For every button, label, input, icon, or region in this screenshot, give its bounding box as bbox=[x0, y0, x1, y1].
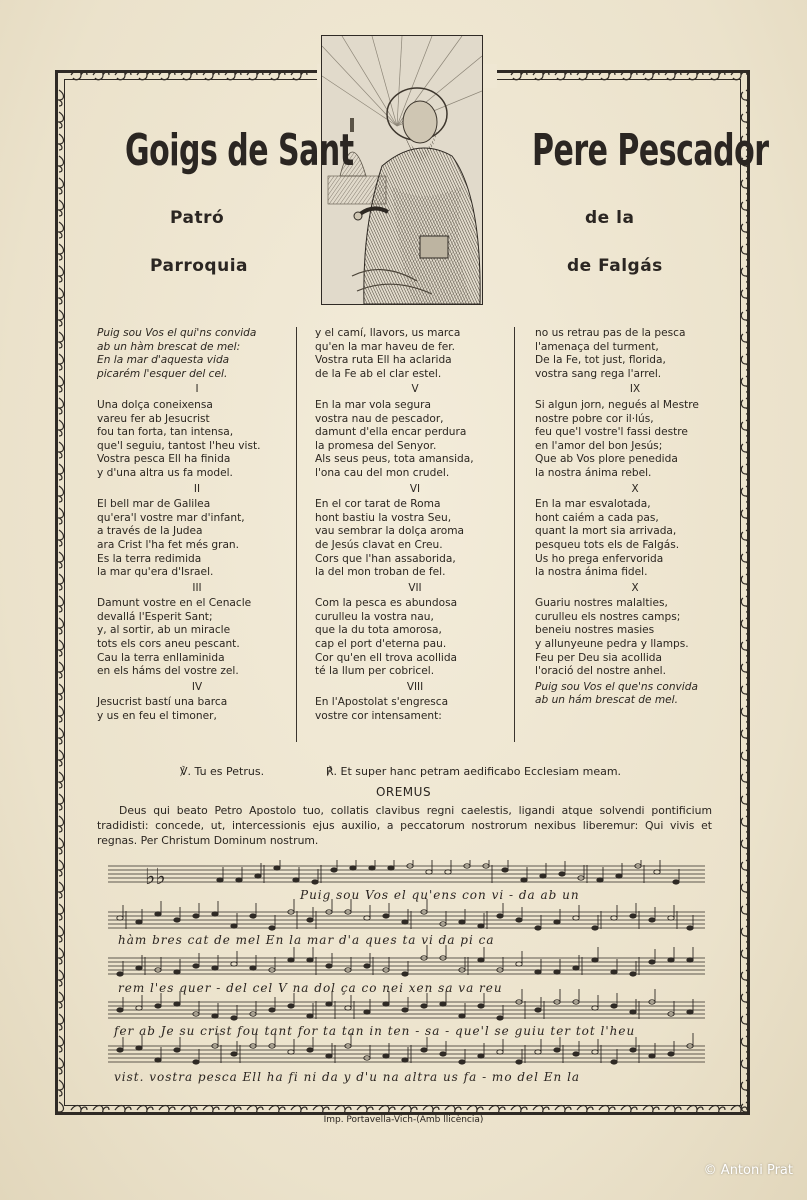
verse-line: que la du tota amorosa, bbox=[315, 624, 442, 637]
verse-line: Vostra pesca Ell ha finida bbox=[97, 453, 231, 466]
verse-line: nostre pobre cor il·lús, bbox=[535, 412, 654, 425]
verse-stanza bbox=[97, 399, 297, 481]
verse-line: Com la pesca es abundosa bbox=[315, 597, 458, 610]
verse-line: la promesa del Senyor. bbox=[315, 439, 437, 452]
verse-line: pesqueu tots els de Falgás. bbox=[535, 538, 680, 551]
verse-column-2 bbox=[315, 327, 515, 726]
verse-stanza bbox=[535, 498, 735, 580]
verse-line: vostra nau de pescador, bbox=[315, 412, 444, 425]
verse-line: la mar qu'era d'Israel. bbox=[97, 566, 214, 579]
verse-line: curulleu els nostres camps; bbox=[535, 610, 681, 623]
stanza-number: X bbox=[631, 581, 639, 594]
verse-line: Puig sou Vos el que'ns convida bbox=[535, 680, 698, 693]
stanza-number: IX bbox=[629, 383, 641, 396]
verse-stanza bbox=[535, 597, 735, 679]
verse-line: que'l seguiu, tantost l'heu vist. bbox=[97, 439, 261, 452]
verse-line: l'amenaça del turment, bbox=[535, 340, 659, 353]
svg-text:♭♭: ♭♭ bbox=[145, 865, 166, 890]
verse-line: qu'en la mar haveu de fer. bbox=[315, 340, 455, 353]
refrain-stanza bbox=[535, 681, 735, 708]
verse-line: ara Crist l'ha fet més gran. bbox=[97, 538, 240, 551]
verse-line: Si algun jorn, negués al Mestre bbox=[535, 398, 699, 411]
verse-line: ab un hám brescat de mel. bbox=[535, 694, 678, 707]
verse-stanza bbox=[97, 696, 297, 723]
verse-line: y d'una altra us fa model. bbox=[97, 466, 233, 479]
oremus-prayer: Deus qui beato Petro Apostolo tuo, collatis clavibus regni caelestis, ligandi atque solvendi pontificium tradidisti: concede, ut, intercessionis ejus auxilio, a peccatorum nostrorum nexibus liberemur: Qui vivis et regnas. Per Christum Dominum nostrum. bbox=[97, 804, 712, 847]
verse-line: a través de la Judea bbox=[97, 525, 203, 538]
subtitle-parroquia: Parroquia bbox=[150, 256, 248, 276]
verse-line: En la mar esvalotada, bbox=[535, 498, 651, 511]
printer-credit: Imp. Portavella-Vich-(Amb llicència) bbox=[323, 1115, 484, 1125]
verse-line: Jesucrist bastí una barca bbox=[97, 696, 228, 709]
verse-line: Cor qu'en ell trova acollida bbox=[315, 651, 458, 664]
column-divider bbox=[296, 327, 297, 742]
verse-line: y allunyeune pedra y llamps. bbox=[535, 638, 689, 651]
verse-line: damunt d'ella encar perdura bbox=[315, 426, 467, 439]
verse-line: El bell mar de Galilea bbox=[97, 498, 211, 511]
verse-line: En la mar vola segura bbox=[315, 398, 431, 411]
subtitle-de-falgas: de Falgás bbox=[567, 256, 663, 276]
stanza-number: I bbox=[195, 383, 199, 396]
verse-line: l'ona cau del mon crudel. bbox=[315, 466, 450, 479]
verse-line: Es la terra redimida bbox=[97, 552, 202, 565]
stanza-number: X bbox=[631, 482, 639, 495]
verse-stanza bbox=[315, 399, 515, 481]
verse-line: picarém l'esquer del cel. bbox=[97, 367, 228, 380]
subtitle-patro: Patró bbox=[170, 208, 225, 228]
title-left: Goigs de Sant bbox=[125, 126, 354, 177]
verse-line: curulleu la vostra nau, bbox=[315, 610, 434, 623]
stanza-number: VII bbox=[408, 581, 422, 594]
verse-line: de la Fe ab el clar estel. bbox=[315, 367, 442, 380]
verse-column-3 bbox=[535, 327, 735, 710]
verse-line: de Jesús clavat en Creu. bbox=[315, 538, 443, 551]
verse-line: en els háms del vostre zel. bbox=[97, 665, 239, 678]
response: ℟. Et super hanc petram aedificabo Ecclesiam meam. bbox=[326, 765, 622, 778]
verse-line: cap el port d'eterna pau. bbox=[315, 638, 447, 651]
verse-line: Una dolça coneixensa bbox=[97, 398, 213, 411]
verse-line: quant la mort sia arrivada, bbox=[535, 525, 677, 538]
stanza-number: II bbox=[193, 482, 201, 495]
verse-line: beneiu nostres masies bbox=[535, 624, 655, 637]
verse-stanza bbox=[315, 327, 515, 381]
verse-line: vareu fer ab Jesucrist bbox=[97, 412, 210, 425]
verse-line: la del mon troban de fel. bbox=[315, 566, 446, 579]
stanza-number: VI bbox=[409, 482, 421, 495]
verse-line: devallá l'Esperit Sant; bbox=[97, 610, 213, 623]
verse-line: Cau la terra enllaminida bbox=[97, 651, 225, 664]
verse-line: la nostra ánima rebel. bbox=[535, 466, 652, 479]
verse-line: Als seus peus, tota amansida, bbox=[315, 453, 474, 466]
verse-column-1 bbox=[97, 327, 297, 726]
subtitle-de-la: de la bbox=[585, 208, 635, 228]
verse-line: En la mar d'aquesta vida bbox=[97, 354, 230, 367]
verse-stanza bbox=[315, 498, 515, 580]
verse-line: Guariu nostres malalties, bbox=[535, 597, 668, 610]
verse-line: no us retrau pas de la pesca bbox=[535, 327, 686, 339]
verse-line: fou tan forta, tan intensa, bbox=[97, 426, 234, 439]
verse-line: En el cor tarat de Roma bbox=[315, 498, 441, 511]
verse-line: qu'era'l vostre mar d'infant, bbox=[97, 511, 245, 524]
verse-line: Us ho prega enfervorida bbox=[535, 552, 664, 565]
verse-line: vostra sang rega l'arrel. bbox=[535, 367, 662, 380]
verse-stanza bbox=[535, 327, 735, 381]
verse-line: ab un hàm brescat de mel: bbox=[97, 340, 241, 353]
stanza-number: V bbox=[411, 383, 419, 396]
refrain-stanza bbox=[97, 327, 297, 381]
verse-line: De la Fe, tot just, florida, bbox=[535, 354, 666, 367]
verse-stanza bbox=[315, 597, 515, 679]
copyright-watermark: © Antoni Prat bbox=[703, 1163, 793, 1178]
column-divider bbox=[514, 327, 515, 742]
title-right: Pere Pescador bbox=[532, 126, 769, 177]
verse-line: Feu per Deu sia acollida bbox=[535, 651, 663, 664]
verse-stanza bbox=[97, 597, 297, 679]
stanza-number: III bbox=[192, 581, 202, 594]
verse-line: Puig sou Vos el qui'ns convida bbox=[97, 327, 257, 339]
stanza-number: VIII bbox=[406, 680, 424, 693]
lyric-line-4: fer ab Je su crist fou tant for ta tan in ten - sa - que'l se guiu ter tot l'heu bbox=[114, 1024, 636, 1038]
verse-line: y el camí, llavors, us marca bbox=[315, 327, 461, 339]
verse-line: tots els cors aneu pescant. bbox=[97, 638, 240, 651]
verse-stanza bbox=[97, 498, 297, 580]
verse-line: Damunt vostre en el Cenacle bbox=[97, 597, 252, 610]
verse-line: hont caiém a cada pas, bbox=[535, 511, 659, 524]
lyric-line-3: rem l'es quer - del cel V na dol ça co nei xen sa va reu bbox=[118, 981, 503, 995]
verse-line: y us en feu el timoner, bbox=[97, 710, 217, 723]
lyric-line-2: hàm bres cat de mel En la mar d'a ques ta vi da pi ca bbox=[118, 933, 495, 947]
verse-line: vostre cor intensament: bbox=[315, 710, 442, 723]
lyric-line-5: vist. vostra pesca Ell ha fi ni da y d'u na altra us fa - mo del En la bbox=[114, 1070, 581, 1084]
verse-line: Que ab Vos plore penedida bbox=[535, 453, 678, 466]
oremus-heading: OREMUS bbox=[375, 785, 432, 799]
verse-line: y, al sortir, ab un miracle bbox=[97, 624, 231, 637]
verse-line: en l'amor del bon Jesús; bbox=[535, 439, 663, 452]
verse-stanza bbox=[315, 696, 515, 723]
verse-line: Vostra ruta Ell ha aclarida bbox=[315, 354, 452, 367]
stanza-number: IV bbox=[191, 680, 203, 693]
verse-line: l'oració del nostre anhel. bbox=[535, 665, 666, 678]
verse-line: hont bastiu la vostra Seu, bbox=[315, 511, 452, 524]
verse-line: feu que'l vostre'l fassi destre bbox=[535, 426, 688, 439]
verse-line: En l'Apostolat s'engresca bbox=[315, 696, 449, 709]
verse-line: la nostra ánima fidel. bbox=[535, 566, 648, 579]
lyric-line-1: Puig sou Vos el qu'ens con vi - da ab un bbox=[300, 888, 580, 902]
verse-line: Cors que l'han assaborida, bbox=[315, 552, 456, 565]
versicle: ℣. Tu es Petrus. bbox=[180, 765, 265, 778]
verse-stanza bbox=[535, 399, 735, 481]
verse-line: té la llum per cobricel. bbox=[315, 665, 435, 678]
verse-line: vau sembrar la dolça aroma bbox=[315, 525, 465, 538]
